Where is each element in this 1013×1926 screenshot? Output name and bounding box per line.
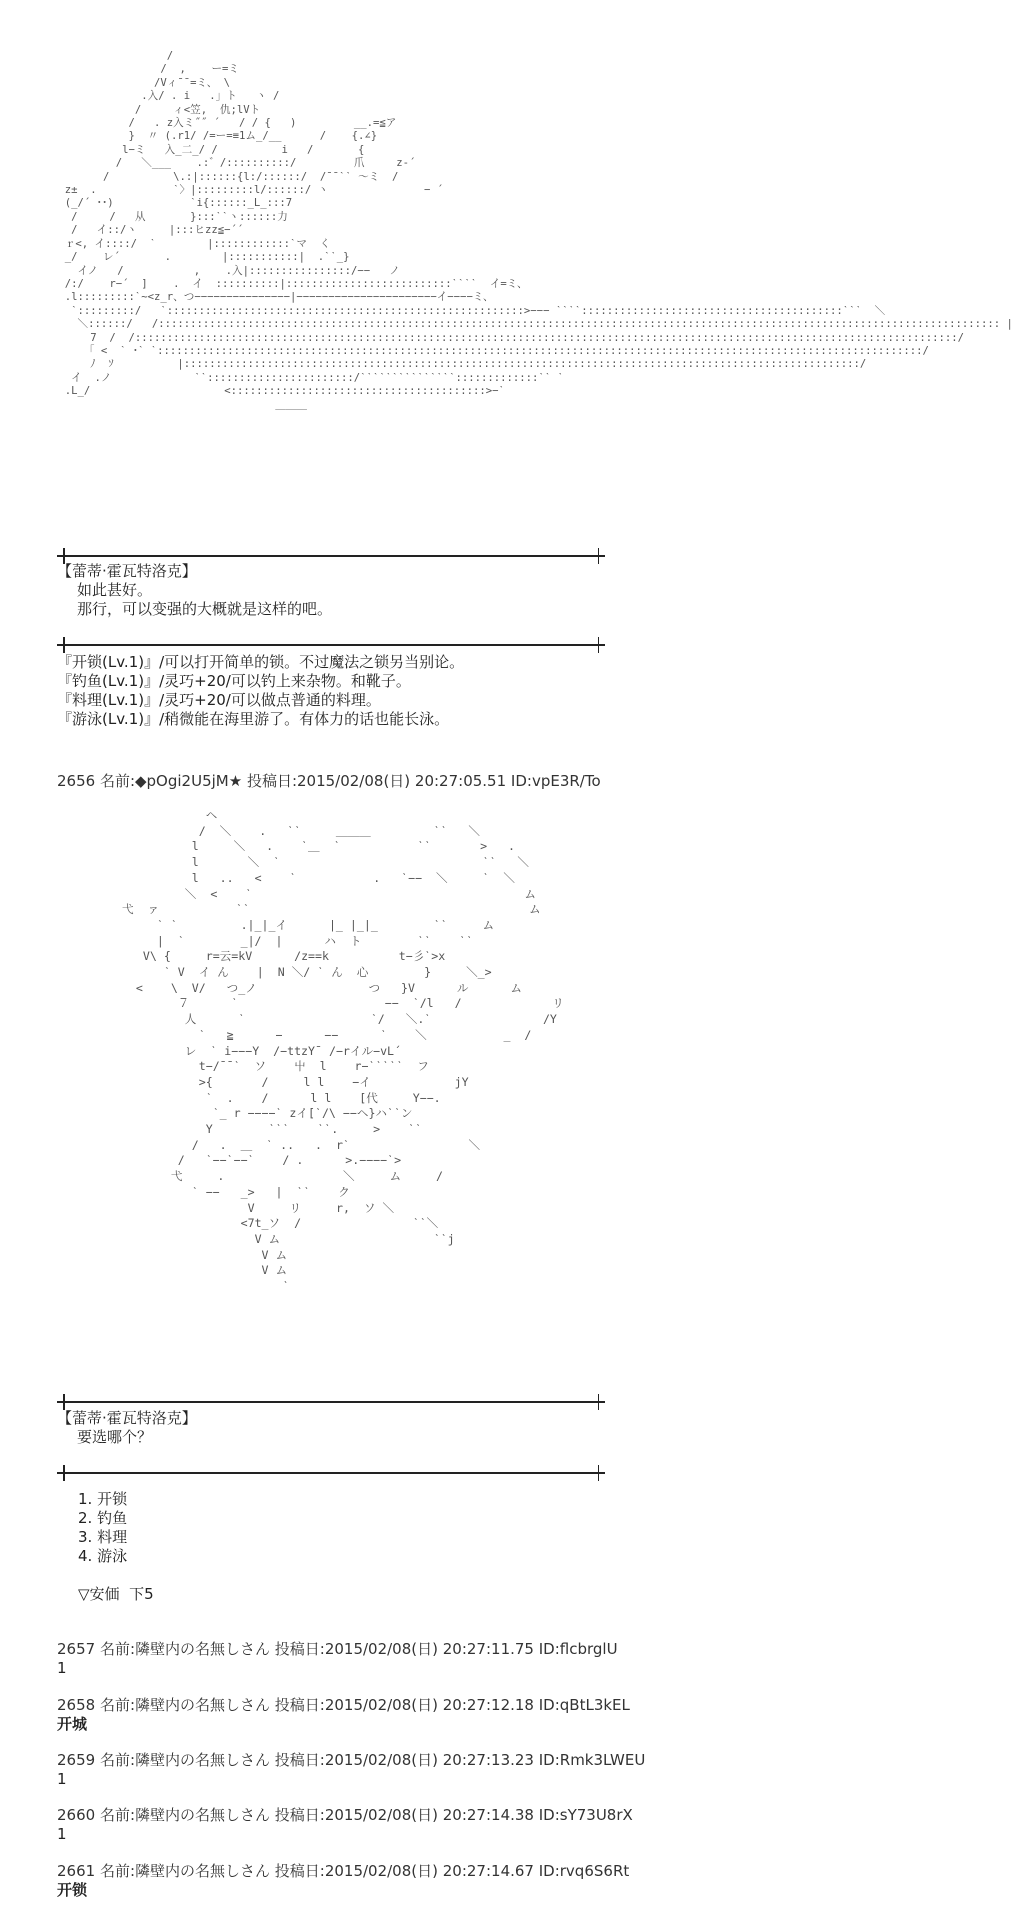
post-body: 1: [57, 1659, 67, 1677]
dialogue-block: [57, 1409, 197, 1447]
separator-line: [57, 1394, 605, 1410]
skill-item: 『钓鱼(Lv.1)』/灵巧+20/可以钓上来杂物。和靴子。: [57, 672, 411, 690]
choice-item: 3. 料理: [78, 1528, 128, 1546]
dialogue-block: [57, 562, 332, 619]
post-header: 2658 名前:隣壁内の名無しさん 投稿日:2015/02/08(日) 20:27:12.18 ID:qBtL3kEL: [57, 1696, 630, 1714]
ascii-art-chibi-girl: ヘ / ＼ . ˋˋ ＿＿＿ ˋˋ ＼ l ＼ . ˋ＿ ˋ ˋˋ > . l ＼ ˋ ˋˋ ＼ l .. < ˋ . ˋ−− ＼ ˋ ＼ ＼ < ˋ ム 弋 ァ ˋˋ ム ˋ ˋ .|_|_イ |_ |_|_ ˋˋ ム | ˋ _|/ | ハ ト ˋˋ ˋˋ V\ { r=云=kV /z==k t−彡ˋ>x ˋ V イ ん | N ＼/ ˋ ん 心 } ＼_> < \ V/ つ_ノ つ }V ル ム ７ ˋ −− ˋ/l / リ 人 ˋ ˋ/ ＼.ˋ /Y ˋ ≧ − −− ˋ ＼ _ / レ ˋ i−−−Y /−ttzY¯ /−rイル−vL´ t−/¯¯ˋ ソ 屮 l r−ˋˋˋˋˋ フ >{ / l l −イ jY ˋ . / l l [代 Y−−. ˋ_ r −−−−ˋ zイ[ˋ/\ −−ヘ}ハˋˋン Y ˋˋˋ ˋˋ. > ˋˋ / . ＿ ˋ .. . rˋ ＼ / ˋ−−ˋ−−ˋ / . >.−−−−ˋ> 弋 . ＼ ム / ˋ −− _> | ˋˋ ク V リ r, ソ ＼ <7t_ソ / ˋˋ＼ V ム ˋˋj V ム V ム ˋ: [121, 808, 564, 1294]
vote-note: ▽安価 下5: [78, 1585, 154, 1603]
speaker-name: 【蕾蒂·霍瓦特洛克】: [57, 1409, 197, 1427]
dialogue-line: 要选哪个？: [77, 1428, 153, 1446]
post-body: 1: [57, 1770, 67, 1788]
skill-item: 『游泳(Lv.1)』/稍微能在海里游了。有体力的话也能长泳。: [57, 710, 450, 728]
choice-item: 4. 游泳: [78, 1547, 128, 1565]
choice-list: [78, 1490, 127, 1566]
dialogue-line: 如此甚好。: [77, 581, 153, 599]
skill-item: 『料理(Lv.1)』/灵巧+20/可以做点普通的料理。: [57, 691, 381, 709]
separator-line: [57, 637, 605, 653]
post-body: 1: [57, 1825, 67, 1843]
separator-line: [57, 1465, 605, 1481]
post-header: 2659 名前:隣壁内の名無しさん 投稿日:2015/02/08(日) 20:27:13.23 ID:Rmk3LWEU: [57, 1751, 646, 1769]
post-header: 2661 名前:隣壁内の名無しさん 投稿日:2015/02/08(日) 20:27:14.67 ID:rvq6S6Rt: [57, 1862, 630, 1880]
dialogue-line: 那行，可以变强的大概就是这样的吧。: [77, 600, 333, 618]
choice-item: 2. 钓鱼: [78, 1509, 128, 1527]
post-body: 开城: [57, 1715, 88, 1733]
post-header: 2660 名前:隣壁内の名無しさん 投稿日:2015/02/08(日) 20:27:14.38 ID:sY73U8rX: [57, 1806, 633, 1824]
ascii-art-girl-in-pot: / / , ー=ミ /Vィ¯¯=ミ、 \ .入/ . i .」ト ヽ / / ィ<笠, 仇;lVト / . z入ミ˝˝ ´ / / { ) __.=≦ア } 〃 (.r1/ /=ー=≡1ム_/__ / {.∠} l−ミ 入_二_/ / i / { / ＼___ .:゛/::::::::::/ 爪 z-´ / \.:|::::::{l:/::::::/ /¯¯ˋˋ ～ミ / z± . ˋ〉|:::::::::l/::::::/ ヽ − ´ (_/´ ･･) ˋi{::::::_L_:::7 / / 从 }:::ˋˋヽ::::::力 / イ::/ヽ |:::ヒzz≦−´´ ｒ<, イ::::/ ˋ |::::::::::::ˋマ く _/ レ´ . |:::::::::::| .ˋˋ_} イノ / , .入|::::::::::::::::/−− ノ /:/ r−´ ] . イ ::::::::::|::::::::::::::::::::::::::ˋˋˋˋ イ=ミ、 .l:::::::::ˋ~<z_r、つ−−−−−−−−−−−−−−−|−−−−−−−−−−−−−−−−−−−−−−イ−−−−ミ、 ˋ:::::::::/ ˋ::::::::::::::::::::::::::::::::::::::::::::::::::::::::>−−− ˋˋˋˋ:::::::::::::::::::::::::::::::::::::::::ˋˋˋ ＼ ＼::::::/ /:::::::::::::::::::::::::::::::::::::::::::::::::::::::::::::::::::::::::::::::::::::::::::::::::::::::::::::::::::::::::::::::::::: | 7 / /:::::::::::::::::::::::::::::::::::::::::::::::::::::::::::::::::::::::::::::::::::::::::::::::::::::::::::::::::::::::::::::::::/ 「 < ˋ ･ˋ ˋ::::::::::::::::::::::::::::::::::::::::::::::::::::::::::::::::::::::::::::::::::::::::::::::::::::::::::::::::::::::::/ ﾉ ｿ |::::::::::::::::::::::::::::::::::::::::::::::::::::::::::::::::::::::::::::::::::::::::::::::::::::::::::/ イ .ノ ˋˋ:::::::::::::::::::::::/ˋˋˋˋˋˋˋˋˋˋˋˋˋˋˋ:::::::::::::ˋˋ ˋ .L_/ <::::::::::::::::::::::::::::::::::::::::>−ˋ ＿＿＿: [64, 50, 1013, 411]
choice-item: 1. 开锁: [78, 1490, 128, 1508]
skill-list: [57, 653, 464, 729]
post-header: 2657 名前:隣壁内の名無しさん 投稿日:2015/02/08(日) 20:27:11.75 ID:flcbrglU: [57, 1640, 618, 1658]
post-body: 开锁: [57, 1881, 88, 1899]
speaker-name: 【蕾蒂·霍瓦特洛克】: [57, 562, 197, 580]
post-header: 2656 名前:◆pOgi2U5jM★ 投稿日:2015/02/08(日) 20:27:05.51 ID:vpE3R/To: [57, 772, 601, 790]
skill-item: 『开锁(Lv.1)』/可以打开简单的锁。不过魔法之锁另当别论。: [57, 653, 465, 671]
